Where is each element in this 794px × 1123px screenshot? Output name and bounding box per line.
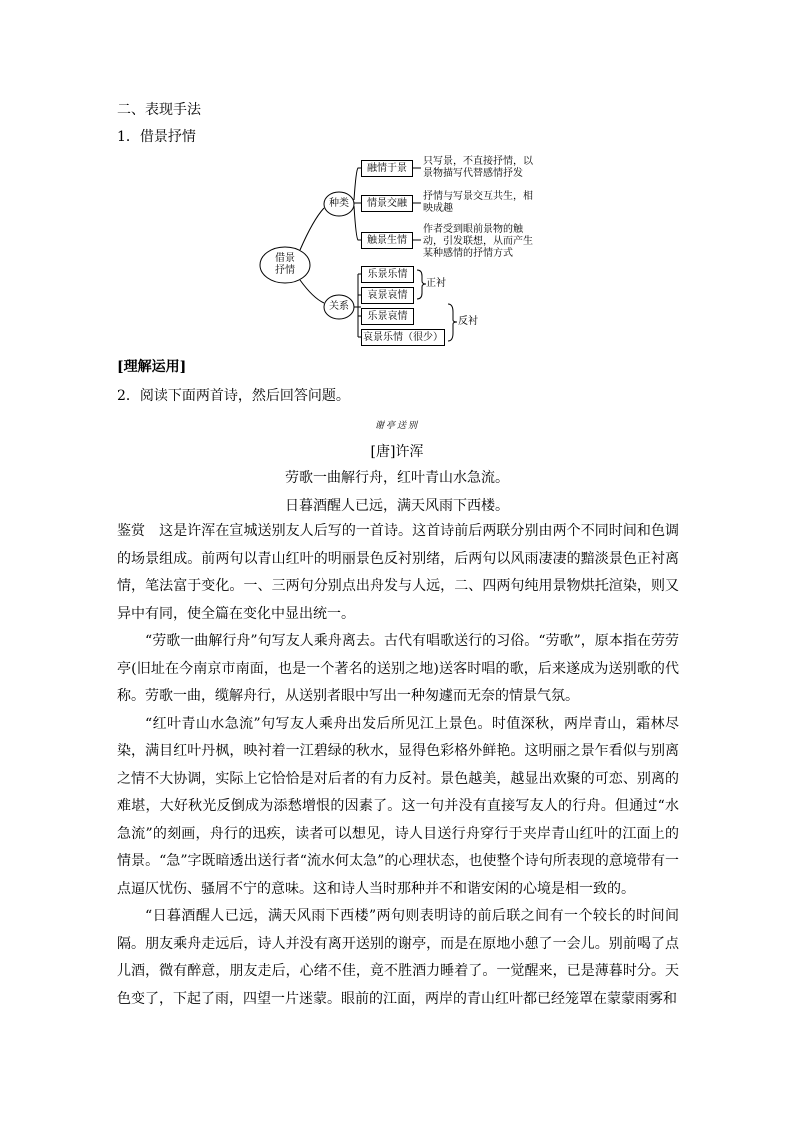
appreciation-p2: “劳歌一曲解行舟”句写友人乘舟离去。古代有唱歌送行的习俗。“劳歌”，原本指在劳劳亭(旧址在今南京市南面，也是一个著名的送别之地)送客时唱的歌，后来遂成为送别歌的代称。劳歌一曲，缆解舟行，从送别者眼中写出一种匆遽而无奈的情景气氛。 <box>117 633 679 704</box>
fanchen-label: 反衬 <box>458 316 478 327</box>
appreciation-p4: “日暮酒醒人已远，满天风雨下西楼”两句则表明诗的前后联之间有一个较长的时间间隔。朋友乘舟走远后，诗人并没有离开送别的谢亭，而是在原地小憩了一会儿。别前喝了点儿酒，微有醉意，朋友走后，心绪不佳，竟不胜酒力睡着了。一觉醒来，已是薄暮时分。天色变了，下起了雨，四望一片迷蒙。眼前的江面，两岸的青山红叶都已经笼罩在蒙蒙雨雾和 <box>117 908 679 1007</box>
kind-desc-3-line3: 某种感情的抒情方式 <box>423 248 513 259</box>
relation-box-3: 乐景哀情 <box>361 308 414 325</box>
poem-author: [唐]许浑 <box>370 444 424 460</box>
kind-desc-3-line1: 作者受到眼前景物的触 <box>423 224 523 235</box>
zhengchen-label: 正衬 <box>426 278 446 289</box>
kind-desc-3-line2: 动，引发联想，从而产生 <box>423 236 533 247</box>
practice-question: 2．阅读下面两首诗，然后回答问题。 <box>117 388 350 404</box>
relation-box-2: 哀景哀情 <box>361 287 414 304</box>
diagram-root-line2: 抒情 <box>275 265 295 276</box>
poem-line-2: 日暮酒醒人已远，满天风雨下西楼。 <box>285 498 509 514</box>
kind-desc-2-line2: 映成趣 <box>423 203 453 214</box>
kind-desc-3 <box>423 224 553 260</box>
section-subheading: 1．借景抒情 <box>117 129 196 145</box>
kind-desc-1-line2: 景物描写代替感情抒发 <box>423 168 523 179</box>
kind-desc-1-line1: 只写景，不直接抒情，以 <box>423 156 533 167</box>
kind-box-1: 融情于景 <box>361 160 413 177</box>
practice-label: [理解运用] <box>117 359 187 375</box>
appreciation-p3: “红叶青山水急流”句写友人乘舟出发后所见江上景色。时值深秋，两岸青山，霜林尽染，满目红叶丹枫，映衬着一江碧绿的秋水，显得色彩格外鲜艳。这明丽之景乍看似与别离之情不大协调，实际上它恰恰是对后者的有力反衬。景色越美，越显出欢聚的可恋、别离的难堪，大好秋光反倒成为添愁增恨的因素了。这一句并没有直接写友人的行舟。但通过“水急流”的刻画，舟行的迅疾，读者可以想见，诗人目送行舟穿行于夹岸青山红叶的江面上的情景。“急”字既暗透出送行者“流水何太急”的心理状态，也使整个诗句所表现的意境带有一点逼仄忧伤、骚屑不宁的意味。这和诗人当时那种并不和谐安闲的心境是相一致的。 <box>117 715 679 897</box>
poem-title: 谢亭送别 <box>374 421 419 431</box>
kind-box-3: 触景生情 <box>361 232 413 249</box>
relation-box-4: 哀景乐情（很少） <box>361 329 445 346</box>
diagram-root-line1: 借景 <box>275 253 295 264</box>
kind-desc-2-line1: 抒情与写景交互共生，相 <box>423 191 533 202</box>
diagram-root <box>272 253 298 277</box>
relation-box-1: 乐景乐情 <box>361 266 414 283</box>
kind-desc-1 <box>423 156 553 180</box>
relation-node: 关系 <box>329 301 349 312</box>
concept-diagram <box>258 150 548 350</box>
kind-desc-2 <box>423 191 553 215</box>
appreciation-body <box>117 518 679 1013</box>
poem-line-1: 劳歌一曲解行舟，红叶青山水急流。 <box>285 470 509 486</box>
appreciation-p1: 鉴赏 这是许浑在宣城送别友人后写的一首诗。这首诗前后两联分别由两个不同时间和色调的场景组成。前两句以青山红叶的明丽景色反衬别绪，后两句以风雨凄凄的黯淡景色正衬离情，笔法富于变化。一、三两句分别点出舟发与人远，二、四两句纯用景物烘托渲染，则又异中有同，使全篇在变化中显出统一。 <box>117 523 679 622</box>
section-heading: 二、表现手法 <box>117 102 201 118</box>
kind-box-2: 情景交融 <box>361 195 413 212</box>
kinds-node: 种类 <box>329 198 349 209</box>
